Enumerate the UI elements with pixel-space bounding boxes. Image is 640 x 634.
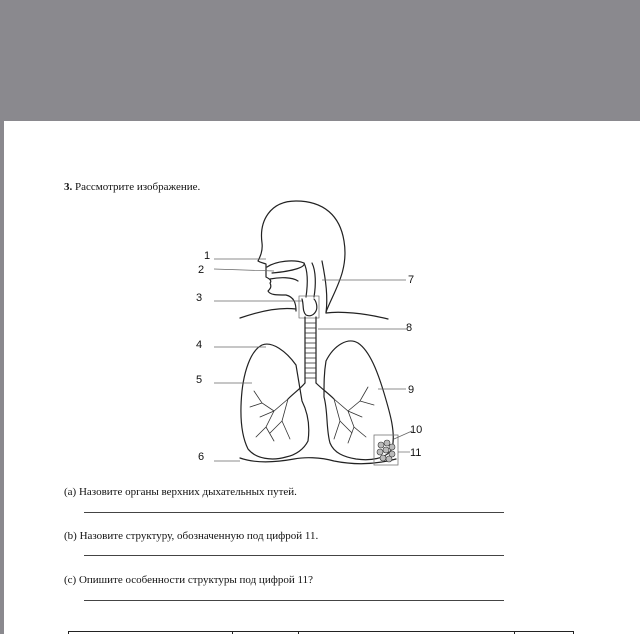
label-11: 11	[410, 447, 422, 459]
question-b: (b) Назовите структуру, обозначенную под цифрой 11.	[64, 530, 319, 542]
answer-line-c[interactable]	[84, 600, 504, 601]
label-4: 4	[196, 339, 203, 351]
label-5: 5	[196, 374, 203, 386]
respiratory-system-diagram	[4, 121, 640, 501]
worksheet-page	[4, 121, 640, 634]
label-9: 9	[408, 384, 415, 396]
label-6: 6	[198, 451, 205, 463]
label-7: 7	[408, 274, 415, 286]
task-number: 3.	[64, 181, 73, 193]
label-10: 10	[410, 424, 423, 436]
answer-line-a[interactable]	[84, 512, 504, 513]
label-2: 2	[198, 264, 205, 276]
label-8: 8	[406, 322, 413, 334]
diaphragm	[240, 458, 396, 464]
label-3: 3	[196, 292, 203, 304]
label-1: 1	[204, 250, 211, 262]
task-title: Рассмотрите изображение.	[75, 181, 201, 193]
question-a: (a) Назовите органы верхних дыхательных путей.	[64, 486, 297, 498]
left-lung-outline	[241, 344, 309, 459]
head-outline	[258, 201, 345, 312]
question-c: (c) Опишите особенности структуры под цифрой 11?	[64, 574, 313, 586]
answer-line-b[interactable]	[84, 555, 504, 556]
alveoli-cluster	[377, 440, 395, 462]
